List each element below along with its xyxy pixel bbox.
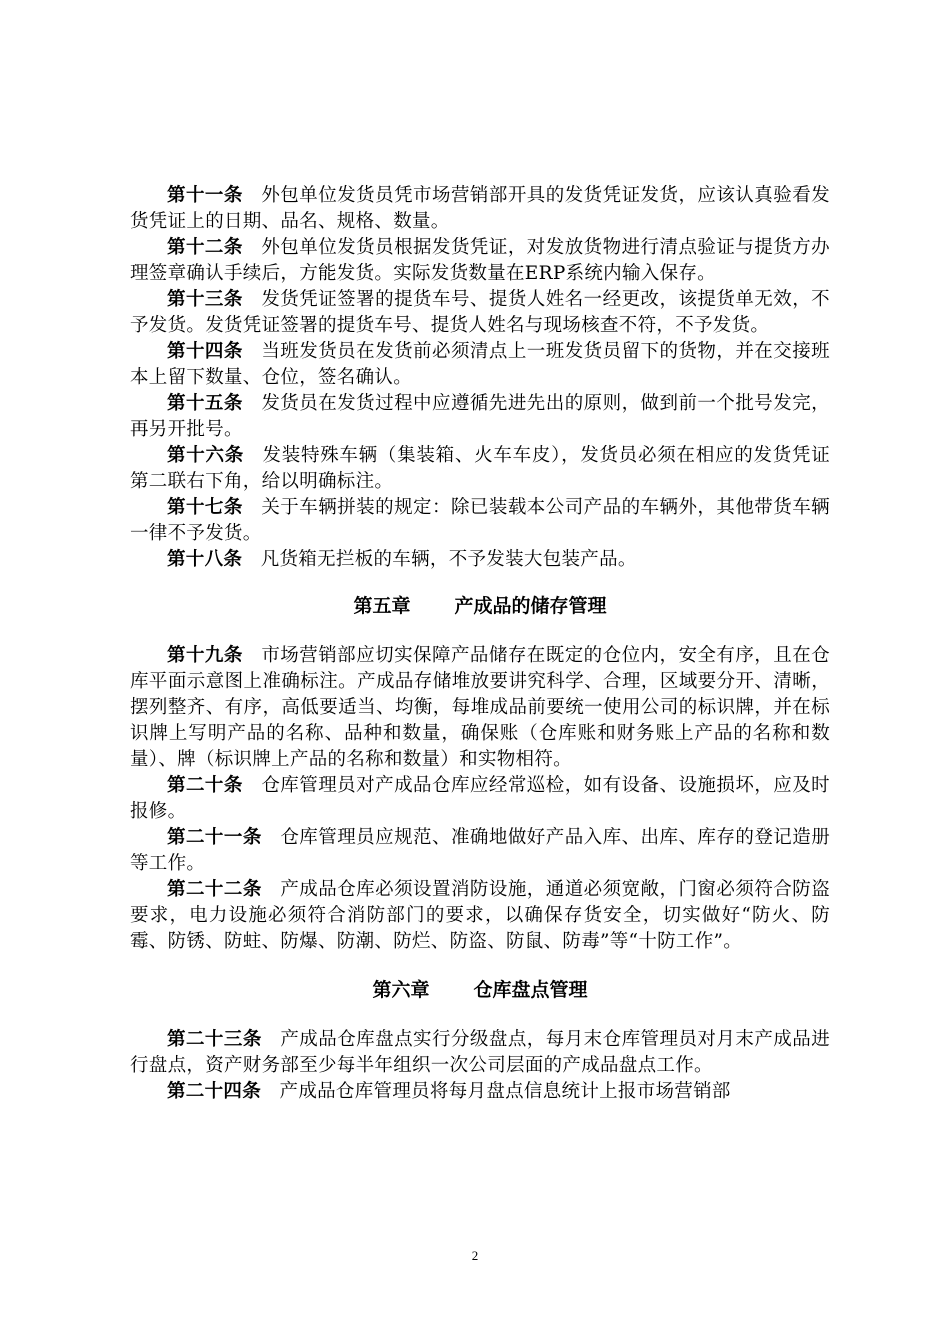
article-number: 第十七条 [167,497,243,518]
article-number: 第十二条 [167,237,243,258]
article-text: 产成品仓库管理员将每月盘点信息统计上报市场营销部 [279,1081,731,1102]
article-15 [130,391,830,443]
articles-section-b [130,643,830,955]
article-number: 第二十一条 [167,827,262,848]
article-21 [130,825,830,877]
chapter-title: 产成品的储存管理 [454,595,607,617]
article-17 [130,495,830,547]
article-number: 第二十三条 [167,1029,262,1050]
article-23 [130,1027,830,1079]
article-text: 市场营销部应切实保障产品储存在既定的仓位内，安全有序，且在仓库平面示意图上准确标注。产成品存储堆放要讲究科学、合理，区域要分开、清晰，摆列整齐、有序，高低要适当、均衡，每堆成品前要统一使用公司的标识牌，并在标识牌上写明产品的名称、品种和数量，确保账（仓库账和财务账上产品的名称和数量）、牌（标识牌上产品的名称和数量）和实物相符。 [130,645,830,770]
article-11 [130,183,830,235]
article-19 [130,643,830,773]
article-22 [130,877,830,955]
article-text: 产成品仓库必须设置消防设施，通道必须宽敞，门窗必须符合防盗要求，电力设施必须符合消防部门的要求，以确保存货安全，切实做好“防火、防霉、防锈、防蛀、防爆、防潮、防烂、防盗、防鼠、防毒”等“十防工作”。 [130,879,830,952]
article-text: 仓库管理员应规范、准确地做好产品入库、出库、库存的登记造册等工作。 [130,827,830,874]
article-14 [130,339,830,391]
article-number: 第十一条 [167,185,243,206]
article-number: 第十三条 [167,289,243,310]
article-20 [130,773,830,825]
chapter-number: 第六章 [372,979,430,1001]
chapter-number: 第五章 [353,595,411,617]
article-24 [130,1079,830,1105]
article-text: 外包单位发货员凭市场营销部开具的发货凭证发货，应该认真验看发货凭证上的日期、品名、规格、数量。 [130,185,830,232]
article-number: 第十六条 [167,445,244,466]
article-text: 凡货箱无拦板的车辆，不予发装大包装产品。 [260,549,637,570]
article-number: 第十九条 [167,645,243,666]
article-text: 产成品仓库盘点实行分级盘点，每月末仓库管理员对月末产成品进行盘点，资产财务部至少每半年组织一次公司层面的产成品盘点工作。 [130,1029,830,1076]
article-12 [130,235,830,287]
article-number: 第二十二条 [167,879,262,900]
article-text: 发货凭证签署的提货车号、提货人姓名一经更改，该提货单无效，不予发货。发货凭证签署的提货车号、提货人姓名与现场核查不符，不予发货。 [130,289,830,336]
articles-section-c [130,1027,830,1105]
articles-section-a [130,183,830,573]
article-text: 当班发货员在发货前必须清点上一班发货员留下的货物，并在交接班本上留下数量、仓位，签名确认。 [130,341,830,388]
article-text: 仓库管理员对产成品仓库应经常巡检，如有设备、设施损坏，应及时报修。 [130,775,830,822]
article-16 [130,443,830,495]
article-text: 关于车辆拼装的规定：除已装载本公司产品的车辆外，其他带货车辆一律不予发货。 [130,497,830,544]
article-number: 第二十四条 [167,1081,262,1102]
document-body [130,183,830,1105]
article-text: 外包单位发货员根据发货凭证，对发放货物进行清点验证与提货方办理签章确认手续后，方能发货。实际发货数量在ERP系统内输入保存。 [130,237,830,284]
article-number: 第十五条 [167,393,243,414]
chapter-title: 仓库盘点管理 [473,979,588,1001]
chapter-heading-5 [130,593,830,619]
article-number: 第二十条 [167,775,243,796]
article-18 [130,547,830,573]
article-number: 第十八条 [167,549,243,570]
article-number: 第十四条 [167,341,243,362]
article-text: 发货员在发货过程中应遵循先进先出的原则，做到前一个批号发完，再另开批号。 [130,393,830,440]
article-13 [130,287,830,339]
chapter-heading-6 [130,977,830,1003]
page-number: 2 [471,1248,479,1263]
article-text: 发装特殊车辆（集装箱、火车车皮），发货员必须在相应的发货凭证第二联右下角，给以明确标注。 [130,445,830,492]
